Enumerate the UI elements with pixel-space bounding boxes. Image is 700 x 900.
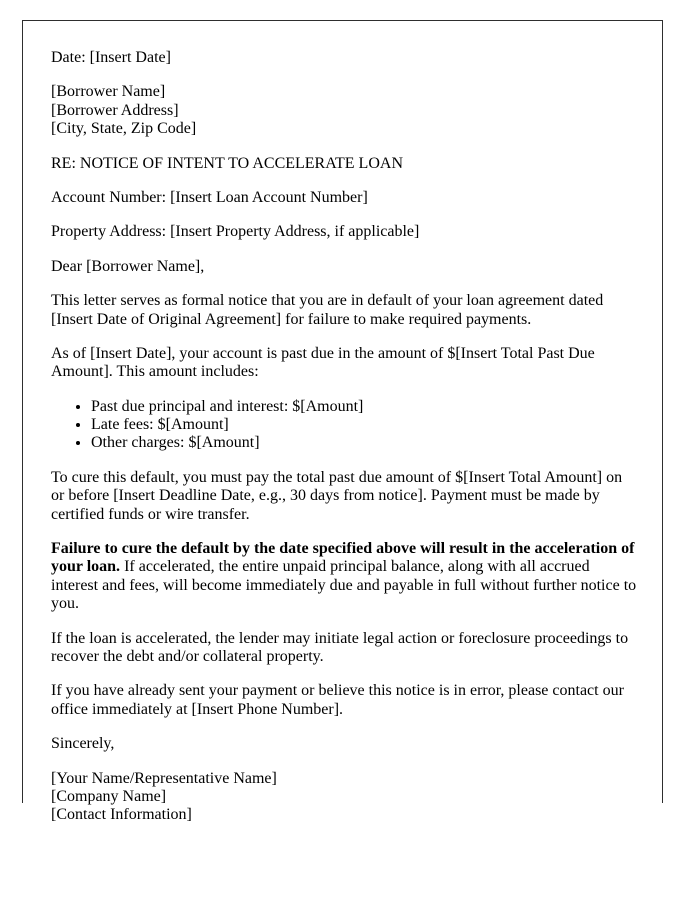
borrower-address-line: [Borrower Address] <box>51 101 179 119</box>
paragraph-legal-action: If the loan is accelerated, the lender may initiate legal action or foreclosure proceedings to recover the debt and/or collateral property. <box>51 629 629 665</box>
signature-block <box>51 770 638 825</box>
acceleration-warning-rest: If accelerated, the entire unpaid principal balance, along with all accrued interest and fees, will become immediately due and payable in full without further notice to you. <box>51 558 637 613</box>
amount-list-item: • Past due principal and interest: $[Amount] <box>91 398 638 416</box>
account-number-line: Account Number: [Insert Loan Account Number] <box>51 188 368 206</box>
salutation: Dear [Borrower Name], <box>51 257 205 275</box>
amount-list-item: • Other charges: $[Amount] <box>91 434 638 452</box>
signature-contact-line: [Contact Information] <box>51 806 192 824</box>
paragraph-past-due: As of [Insert Date], your account is past due in the amount of $[Insert Total Past Due Amount]. This amount includes: <box>51 344 595 381</box>
paragraph-cure: To cure this default, you must pay the total past due amount of $[Insert Total Amount] on or before [Insert Deadline Date, e.g., 30 days from notice]. Payment must be made by certified funds or wire transfer. <box>51 468 623 523</box>
recipient-address-block <box>51 83 638 138</box>
property-address-line: Property Address: [Insert Property Address, if applicable] <box>51 223 420 241</box>
signature-company-line: [Company Name] <box>51 787 167 805</box>
paragraph-acceleration <box>51 540 638 614</box>
amount-list-item: • Late fees: $[Amount] <box>91 416 638 434</box>
letter-document <box>22 20 663 824</box>
paragraph-default-notice: This letter serves as formal notice that you are in default of your loan agreement dated [Insert Date of Original Agreement] for failure to make required payments. <box>51 292 604 328</box>
borrower-name-line: [Borrower Name] <box>51 83 166 101</box>
signature-name-line: [Your Name/Representative Name] <box>51 769 277 787</box>
date-line: Date: [Insert Date] <box>51 49 171 66</box>
paragraph-error-contact: If you have already sent your payment or believe this notice is in error, please contact our office immediately at [Insert Phone Number]. <box>51 682 624 718</box>
subject-line: RE: NOTICE OF INTENT TO ACCELERATE LOAN <box>51 154 403 172</box>
borrower-city-state-zip-line: [City, State, Zip Code] <box>51 120 197 138</box>
acceleration-warning-bold: Failure to cure the default by the date specified above will result in the acceleration of your loan. <box>51 540 635 576</box>
closing: Sincerely, <box>51 735 115 753</box>
amount-breakdown-list <box>51 398 638 453</box>
